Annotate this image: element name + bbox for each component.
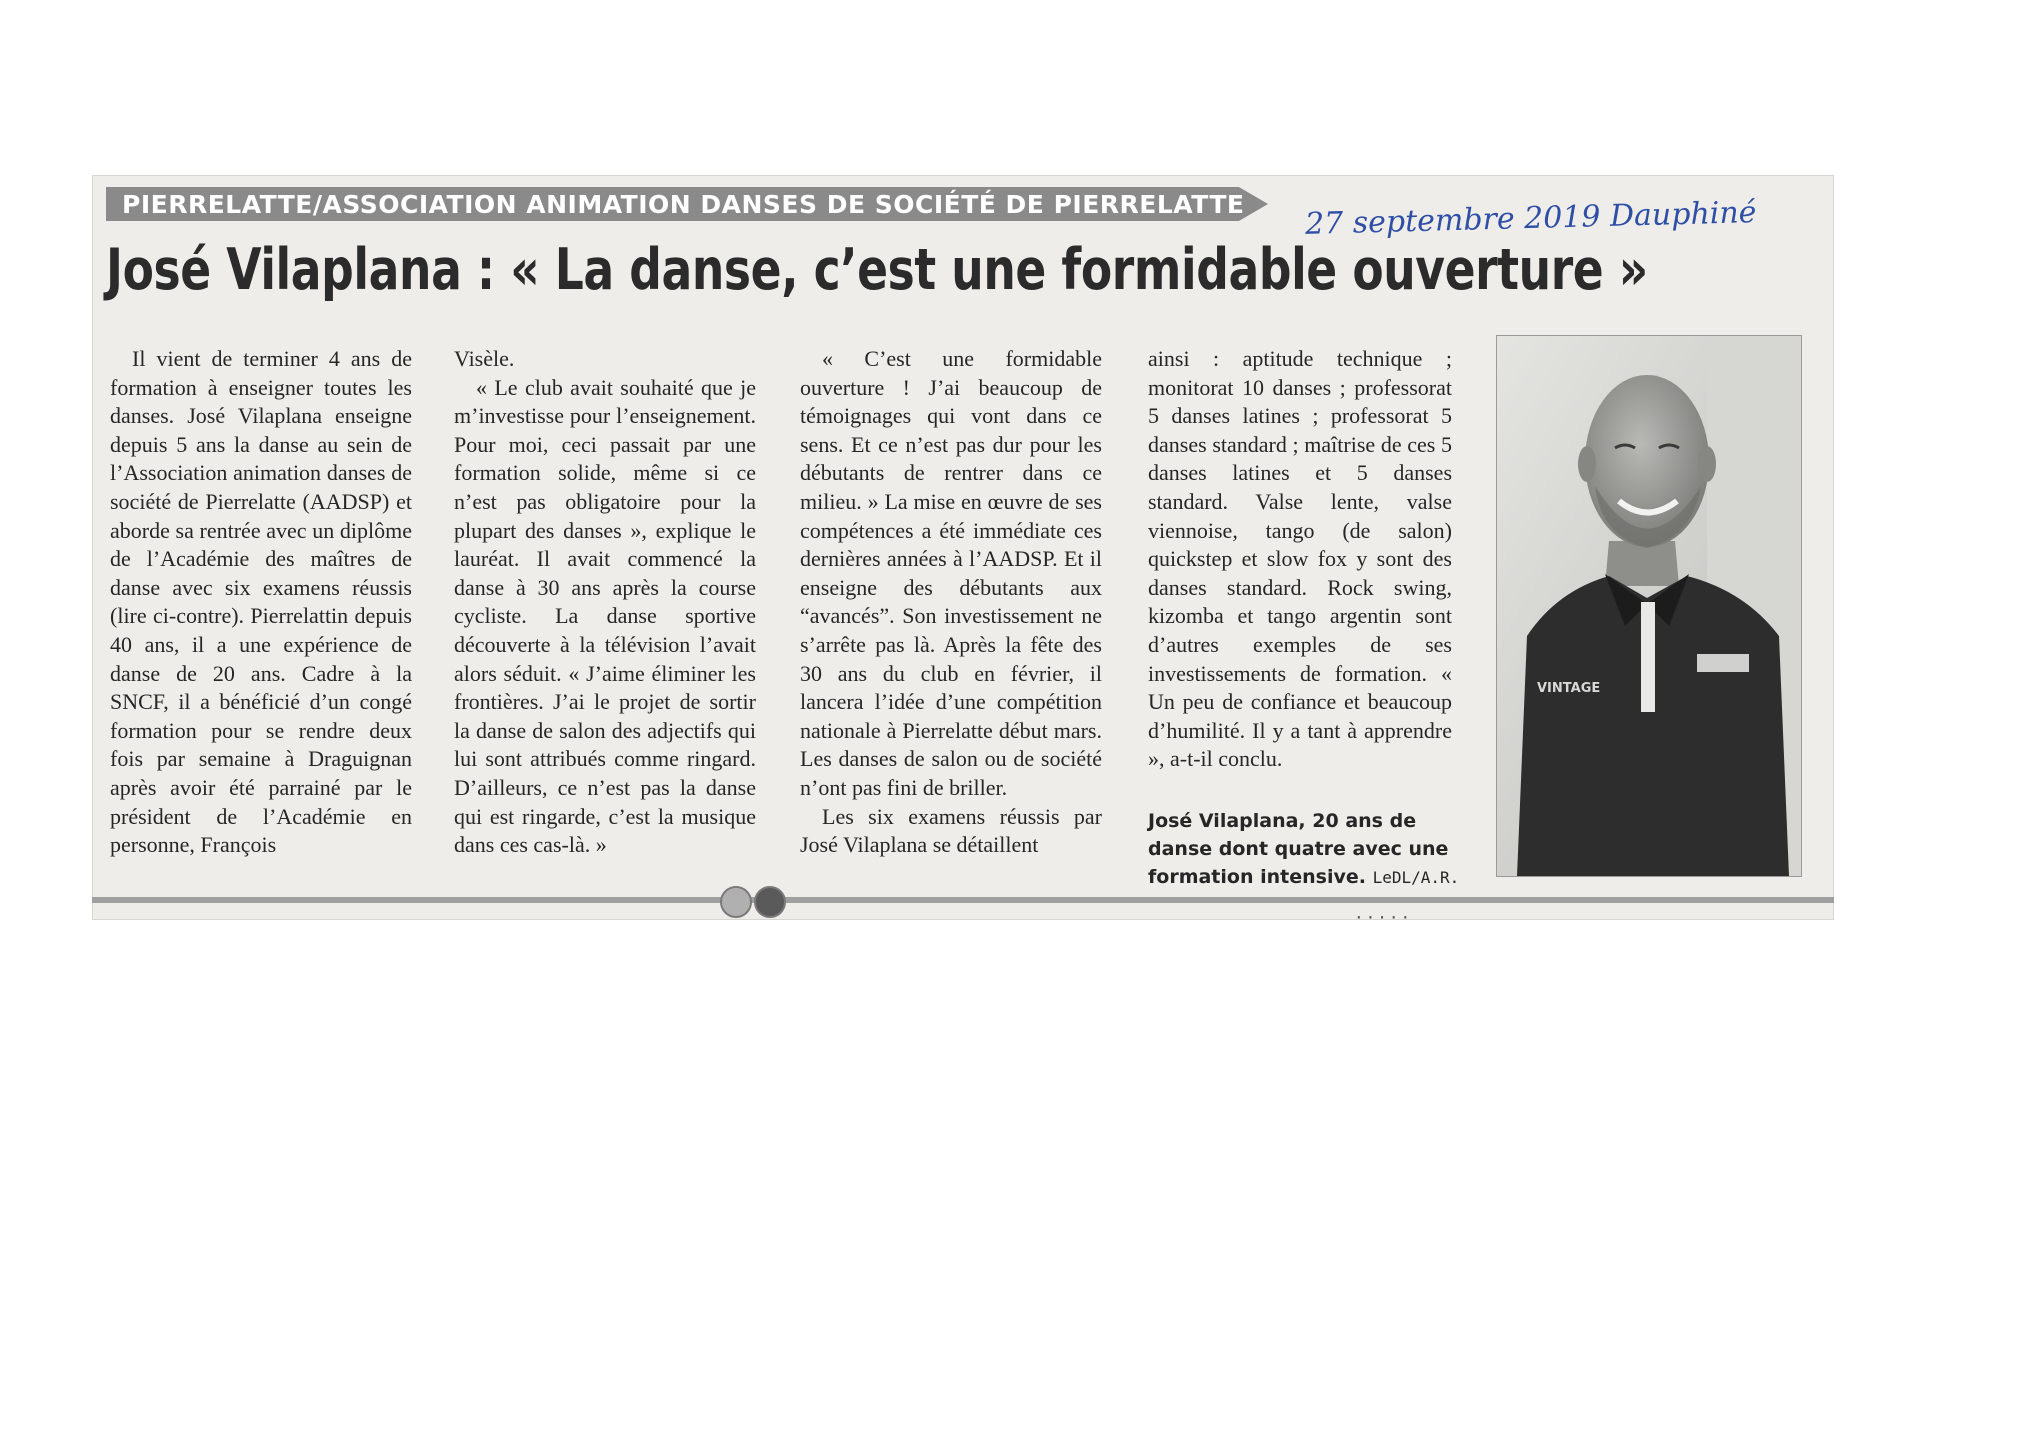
portrait-photo [1496, 335, 1802, 877]
headline: José Vilaplana : « La danse, c’est une formidable ouverture » [106, 237, 1648, 303]
trailing-dots: ····· [1354, 908, 1413, 920]
rule-ornament [754, 886, 786, 918]
paragraph: « Le club avait souhaité que je m’investisse pour l’enseignement. Pour moi, ceci passait par une formation solide, même si ce n’est pas obligatoire pour la plupart des danses », explique le lauréat. Il avait commencé la danse à 30 ans après la course cycliste. La danse sportive découverte à la télévision l’avait alors séduit. « J’aime éliminer les frontières. J’ai le projet de sortir la danse de salon des adjectifs qui lui sont attribués comme ringard. D’ailleurs, ce n’est pas la danse qui est ringarde, c’est la musique dans ces cas-là. » [454, 374, 756, 858]
newspaper-clipping [92, 175, 1834, 920]
rule-ornament [720, 886, 752, 918]
article-column-1 [110, 345, 412, 860]
photo-caption [1148, 807, 1468, 892]
handwritten-date-note: 27 septembre 2019 Dauphiné [1304, 195, 1757, 242]
article-column-4 [1148, 345, 1452, 774]
article-column-3 [800, 345, 1102, 860]
photo-credit: LeDL/A.R. [1372, 868, 1460, 887]
shirt-print: VINTAGE [1537, 681, 1601, 696]
paragraph: Les six examens réussis par José Vilaplana se détaillent [800, 803, 1102, 858]
bottom-rule [92, 897, 1834, 903]
kicker: PIERRELATTE/ASSOCIATION ANIMATION DANSES DE SOCIÉTÉ DE PIERRELATTE [122, 190, 1245, 219]
paragraph: « C’est une formidable ouverture ! J’ai beaucoup de témoignages qui vont dans ce sens. Et ce n’est pas dur pour les débutants de rentrer dans ce milieu. » La mise en œuvre de ses compétences a été immédiate ces dernières années à l’AADSP. Et il enseigne des débutants aux “avancés”. Son investissement ne s’arrête pas là. Après la fête des 30 ans du club en février, il lancera l’idée d’une compétition nationale à Pierrelatte début mars. Les danses de salon ou de société n’ont pas fini de briller. [800, 346, 1102, 800]
paragraph: ainsi : aptitude technique ; monitorat 10 danses ; professorat 5 danses latines ; professorat 5 danses standard ; maîtrise de ces 5 danses latines et 5 danses standard. Valse lente, valse viennoise, tango (de salon) quickstep et slow fox y sont des danses standard. Rock swing, kizomba et tango argentin sont d’autres exemples de ses investissements de formation. « Un peu de confiance et beaucoup d’humilité. Il y a tant à apprendre », a-t-il conclu. [1148, 346, 1452, 772]
caption-text: José Vilaplana, 20 ans de danse dont quatre avec une formation intensive. [1148, 810, 1449, 888]
paragraph: Visèle. [454, 346, 515, 371]
article-column-2 [454, 345, 756, 860]
portrait-illustration [1497, 336, 1801, 876]
paragraph: Il vient de terminer 4 ans de formation à enseigner toutes les danses. José Vilaplana enseigne depuis 5 ans la danse au sein de l’Association animation danses de société de Pierrelatte (AADSP) et aborde sa rentrée avec un diplôme de l’Académie des maîtres de danse avec six examens réussis (lire ci-contre). Pierrelattin depuis 40 ans, il a une expérience de danse de 20 ans. Cadre à la SNCF, il a bénéficié d’un congé formation pour se rendre deux fois par semaine à Draguignan après avoir été parrainé par le président de l’Académie en personne, François [110, 346, 412, 858]
